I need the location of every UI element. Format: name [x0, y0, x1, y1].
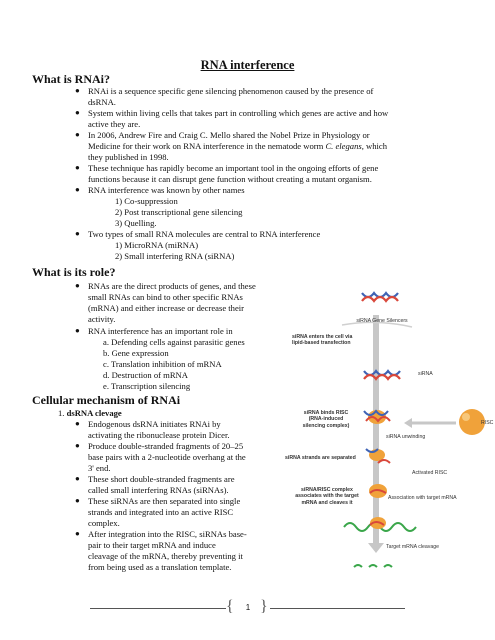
cleaved-mrna-icon [354, 565, 392, 567]
bullet-dot: ● [75, 130, 80, 139]
label-unwinding: siRNA unwinding [386, 434, 426, 440]
bullet-dot: ● [75, 108, 80, 117]
bullet-dot: ● [75, 326, 80, 335]
bullet-dot: ● [75, 229, 80, 238]
process-arrow-shaft [373, 315, 379, 545]
bullet-text: These short double-stranded fragments are called small interfering RNAs (siRNAs). [88, 474, 235, 495]
bullet-text: These siRNAs are then separated into single strands and integrated into an active RISC complex. [88, 496, 241, 528]
sirna-duplex-icon [362, 293, 398, 301]
label-activated-risc: Activated RISC [412, 470, 448, 476]
step-heading: 1. dsRNA clevage [58, 408, 122, 418]
label-enters-cell: siRNA enters the cell via lipid-based transfection [292, 334, 353, 347]
risc-complex-icon [404, 409, 485, 435]
list-item: b. Gene expression [103, 348, 169, 358]
list-item: 3) Quelling. [115, 218, 157, 228]
bullet-dot: ● [75, 86, 80, 95]
bullet-text: RNAi is a sequence specific gene silencing phenomenon caused by the presence of dsRNA. [88, 86, 374, 107]
footer-bracket-right: } [260, 598, 268, 615]
list-item: e. Transcription silencing [103, 381, 191, 391]
list-item: 2) Small interfering RNA (siRNA) [115, 251, 235, 261]
bullet-text: System within living cells that takes part in controlling which genes are active and how active they are. [88, 108, 389, 129]
list-item: c. Translation inhibition of mRNA [103, 359, 222, 369]
section-heading-role: What is its role? [32, 265, 116, 279]
bullet-text: RNA interference was known by other names [88, 185, 245, 195]
bullet-dot: ● [75, 281, 80, 290]
activated-risc-icon [369, 484, 387, 498]
sirna-duplex-icon [364, 371, 400, 379]
bullet-dot: ● [75, 441, 80, 450]
bullet-text: RNA interference has an important role in [88, 326, 233, 336]
label-association: Association with target mRNA [388, 495, 457, 501]
label-complex: siRNA/RISC complex associates with the target mRNA and cleaves it [295, 487, 359, 506]
bullet-dot: ● [75, 529, 80, 538]
risc-bound-icon [364, 410, 390, 424]
target-mrna-icon [344, 517, 416, 531]
list-item: a. Defending cells against parasitic genes [103, 337, 245, 347]
label-cleavage: Target mRNA cleavage [386, 544, 440, 550]
bullet-text: In 2006, Andrew Fire and Craig C. Mello shared the Nobel Prize in Physiology or Medicine for their work on RNA interference in the nematode worm C. elegans, which they published in 1998. [88, 130, 388, 162]
bullet-dot: ● [75, 419, 80, 428]
bullet-text: Endogenous dsRNA initiates RNAi by activating the ribonuclease protein Dicer. [88, 419, 230, 440]
footer-rule-right [270, 608, 405, 609]
list-item: 1) MicroRNA (miRNA) [115, 240, 199, 250]
bullet-dot: ● [75, 163, 80, 172]
label-sirna: siRNA [418, 371, 433, 377]
bullet-text: Two types of small RNA molecules are central to RNA interference [88, 229, 321, 239]
section-heading-what-is-rnai: What is RNAi? [32, 72, 111, 86]
bullet-text: RNAs are the direct products of genes, and these small RNAs can bind to other specific RNAs (mRNA) and either increase or decrease their activity. [88, 281, 256, 324]
label-binds-risc: siRNA binds RISC (RNA-induced silencing complex) [302, 410, 350, 429]
page-title: RNA interference [200, 58, 295, 72]
footer-rule-left [90, 608, 226, 609]
list-item: 2) Post transcriptional gene silencing [115, 207, 243, 217]
bullet-dot: ● [75, 496, 80, 505]
bullet-text: After integration into the RISC, siRNAs base- pair to their target mRNA and induce cleavage of the mRNA, thereby preventing it from being used as a translation template. [88, 529, 247, 572]
label-separated: siRNA strands are separated [285, 455, 356, 461]
list-item: d. Destruction of mRNA [103, 370, 188, 380]
bullet-dot: ● [75, 185, 80, 194]
page-number: 1 [245, 603, 251, 612]
process-arrow-head [368, 543, 384, 553]
bullet-text: Produce double-stranded fragments of 20–25 base pairs with a 2-nucleotide overhang at the 3' end. [88, 441, 246, 473]
separated-strands-icon [366, 449, 390, 463]
bullet-dot: ● [75, 474, 80, 483]
bullet-text: These technique has rapidly become an important tool in the ongoing efforts of gene functions because it can disrupt gene function without creating a mutant organism. [88, 163, 379, 184]
section-heading-mechanism: Cellular mechanism of RNAi [32, 393, 181, 407]
label-gene-silencers: siRNA Gene Silencers [356, 318, 408, 324]
label-risc: RISC [481, 420, 494, 426]
list-item: 1) Co-suppression [115, 196, 178, 206]
footer-bracket-left: { [226, 598, 234, 615]
